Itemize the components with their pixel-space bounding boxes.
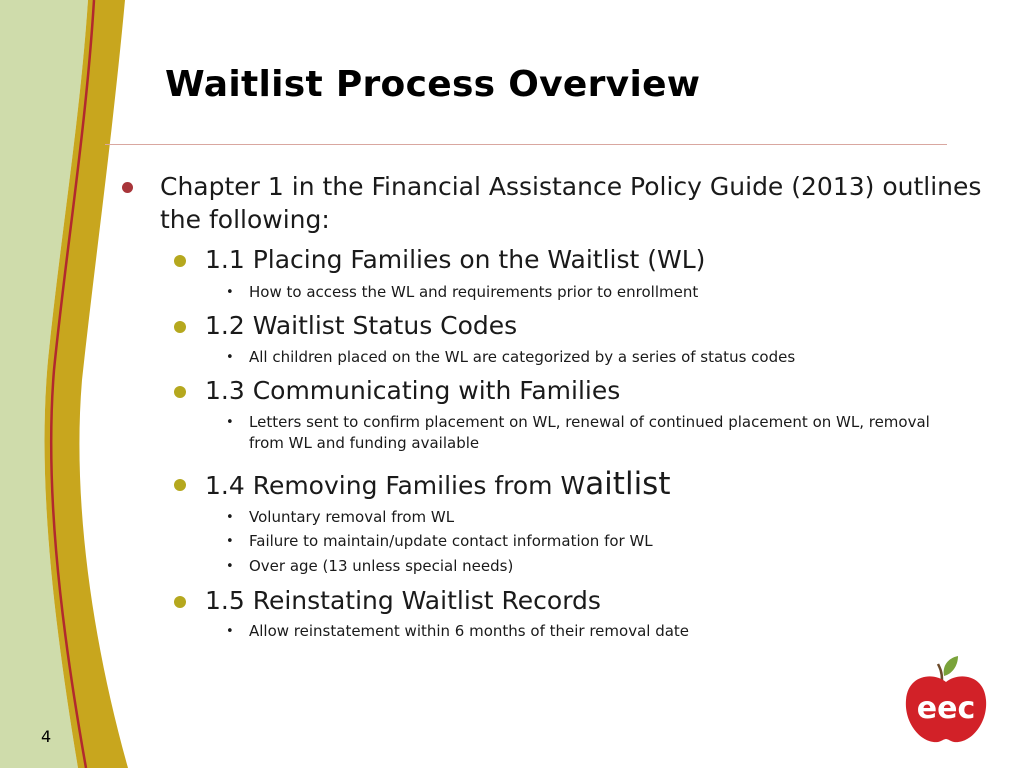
bullet-dot-icon: •	[226, 415, 234, 430]
bullet-dot-icon: •	[226, 624, 234, 639]
section-heading	[205, 311, 985, 341]
sub-bullet-text: Voluntary removal from WL	[249, 508, 455, 526]
bullet-dot-icon: •	[226, 534, 234, 549]
bullet-dot-icon: •	[226, 285, 234, 300]
sub-bullet-text: Allow reinstatement within 6 months of their removal date	[249, 622, 690, 640]
logo-text: eec	[916, 691, 976, 726]
sub-bullet-text: All children placed on the WL are categorized by a series of status codes	[249, 348, 796, 366]
bullet-dot-icon: •	[226, 350, 234, 365]
section-heading-text: 1.2 Waitlist Status Codes	[205, 311, 518, 340]
section-heading	[205, 376, 985, 406]
section-heading	[205, 586, 985, 616]
section-heading-text: 1.1 Placing Families on the Waitlist (WL)	[205, 245, 706, 274]
bullet-icon	[174, 321, 186, 333]
sub-bullet	[226, 282, 969, 303]
sub-bullet-text: Over age (13 unless special needs)	[249, 557, 514, 575]
sub-bullet	[226, 507, 969, 528]
sub-bullet	[226, 556, 969, 577]
bullet-dot-icon: •	[226, 510, 234, 525]
sub-bullet-text: Failure to maintain/update contact information for WL	[249, 532, 653, 550]
intro-text: Chapter 1 in the Financial Assistance Policy Guide (2013) outlines the following:	[160, 172, 982, 234]
sub-bullet	[226, 531, 969, 552]
apple-logo-icon	[898, 652, 994, 748]
sub-bullet-text: Letters sent to confirm placement on WL, renewal of continued placement on WL, removal from WL and funding available	[249, 413, 930, 452]
bullet-dot-icon: •	[226, 559, 234, 574]
section-heading-text-large: aitlist	[585, 466, 671, 502]
section-heading	[205, 466, 985, 502]
bullet-icon	[174, 255, 186, 267]
section-heading-text: 1.3 Communicating with Families	[205, 376, 621, 405]
bullet-icon	[174, 479, 186, 491]
bullet-icon	[174, 386, 186, 398]
slide-title: Waitlist Process Overview	[165, 64, 701, 105]
section-heading	[205, 245, 985, 275]
bullet-icon	[174, 596, 186, 608]
section-heading-text: 1.5 Reinstating Waitlist Records	[205, 586, 601, 615]
slide-number: 4	[41, 727, 52, 746]
bullet-icon	[122, 182, 133, 193]
intro-item	[160, 170, 990, 236]
sub-bullet-text: How to access the WL and requirements prior to enrollment	[249, 283, 699, 301]
sub-bullet	[226, 347, 969, 368]
section-heading-text: 1.4 Removing Families from W	[205, 471, 586, 500]
sub-bullet	[226, 412, 969, 454]
sub-bullet	[226, 621, 969, 642]
